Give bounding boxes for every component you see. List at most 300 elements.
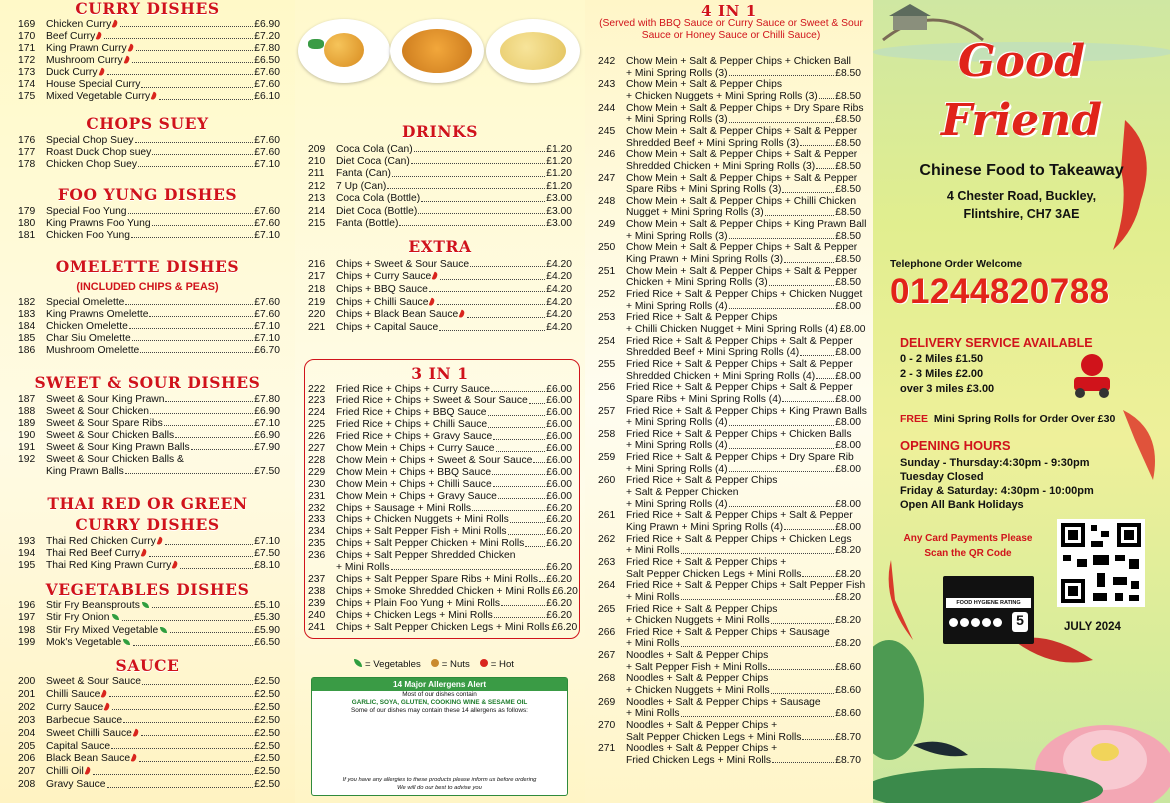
delivery-rate-2: 2 - 3 Miles £2.00	[900, 368, 984, 380]
item-number: 223	[308, 395, 326, 407]
menu-item	[18, 333, 280, 345]
item-name: Chicken Chop Suey	[46, 158, 138, 170]
item-number: 243	[598, 79, 616, 91]
menu-item	[308, 598, 572, 610]
menu-item	[308, 395, 572, 407]
item-name: Stir Fry Onion	[46, 612, 121, 624]
chili-icon	[133, 728, 140, 737]
item-line-2: Salt Pepper Chicken Legs + Mini Rolls	[626, 568, 802, 580]
hygiene-score: 5	[1012, 612, 1028, 632]
item-number: 255	[598, 358, 616, 370]
item-name: Chips + Smoke Shredded Chicken + Mini Rolls	[336, 585, 551, 597]
menu-item-4in1-cont	[598, 91, 861, 103]
dot-leader	[125, 304, 253, 305]
item-number: 261	[598, 510, 616, 522]
item-price: £2.50	[254, 701, 280, 713]
item-number: 266	[598, 626, 616, 638]
item-price: £1.20	[546, 180, 572, 192]
item-number: 258	[598, 428, 616, 440]
menu-item	[308, 610, 572, 622]
dot-leader	[729, 122, 835, 123]
dot-leader	[122, 620, 254, 621]
item-line-2: Shredded Chicken + Mini Spring Rolls (3)	[626, 160, 816, 172]
chili-icon	[127, 43, 134, 52]
item-number: 245	[598, 125, 616, 137]
item-price: £4.20	[546, 322, 572, 333]
menu-item-4in1	[598, 196, 861, 208]
dot-leader	[784, 529, 834, 530]
phone-number[interactable]: 01244820788	[890, 272, 1110, 311]
menu-item-4in1	[598, 219, 867, 231]
item-price: £6.00	[546, 466, 572, 478]
item-name: Chilli Sauce	[46, 689, 108, 701]
menu-item-4in1	[598, 580, 866, 592]
hours-line-4: Open All Bank Holidays	[900, 499, 1024, 511]
item-number: 252	[598, 289, 616, 300]
item-number: 259	[598, 452, 616, 464]
item-price: £6.00	[546, 490, 572, 502]
menu-item	[18, 430, 280, 442]
item-price: £5.10	[254, 599, 280, 611]
dot-leader	[152, 225, 254, 226]
dot-leader	[104, 38, 253, 39]
menu-item	[18, 135, 280, 147]
menu-item-4in1-cont	[598, 301, 861, 313]
dot-leader	[418, 213, 545, 214]
item-number: 230	[308, 478, 326, 490]
item-line-2: Salt Pepper Chicken Legs + Mini Rolls	[626, 731, 802, 743]
menu-item	[18, 689, 280, 701]
menu-item-4in1	[598, 126, 861, 138]
dot-leader	[681, 646, 835, 647]
item-price: £7.10	[254, 229, 280, 241]
dot-leader	[429, 291, 545, 292]
menu-item	[18, 206, 280, 218]
item-name-2: + Mini Rolls	[336, 561, 390, 573]
dot-leader	[800, 355, 834, 356]
item-number: 191	[18, 441, 36, 453]
item-name: Chips + BBQ Sauce	[336, 283, 428, 295]
item-line-2: + Mini Spring Rolls (4)	[626, 463, 728, 475]
item-number: 200	[18, 676, 36, 687]
item-price: £7.60	[254, 217, 280, 229]
item-price: £6.20	[546, 526, 572, 538]
item-name: Chips + Black Bean Sauce	[336, 309, 466, 321]
address-line-1: 4 Chester Road, Buckley,	[946, 189, 1097, 203]
menu-item	[308, 384, 572, 396]
menu-item-4in1	[598, 697, 861, 709]
item-name: Chips + Chicken Nuggets + Mini Rolls	[336, 514, 509, 526]
item-price: £8.20	[835, 615, 861, 627]
item-price: £8.00	[835, 498, 861, 510]
item-price: £3.00	[546, 205, 572, 217]
menu-item	[18, 31, 280, 43]
free-offer	[900, 413, 1115, 425]
menu-item	[308, 309, 572, 321]
chili-icon	[123, 55, 130, 64]
item-name: Black Bean Sauce	[46, 753, 138, 765]
item-price: £7.60	[254, 146, 280, 158]
menu-item	[308, 322, 572, 334]
dot-leader	[772, 762, 834, 763]
item-name: Special Omelette	[46, 296, 125, 308]
menu-item-4in1-cont	[598, 231, 861, 243]
dot-leader	[437, 304, 545, 305]
dot-leader	[729, 238, 835, 239]
item-price: £8.70	[835, 731, 861, 743]
item-line-1: Noodles + Salt & Pepper Chips +	[626, 743, 778, 755]
item-price: £1.20	[546, 155, 572, 167]
section-title-thai-2: CURRY DISHES	[75, 515, 220, 534]
dot-leader	[802, 576, 834, 577]
item-line-2: Shredded Chicken + Mini Spring Rolls (4)	[626, 370, 816, 382]
item-name: Chips + Chicken Legs + Mini Rolls	[336, 609, 493, 621]
item-number: 234	[308, 526, 326, 538]
item-number: 269	[598, 696, 616, 708]
chili-icon	[429, 297, 436, 306]
chili-icon	[96, 31, 103, 40]
menu-item	[308, 585, 578, 598]
item-number: 189	[18, 417, 36, 429]
item-number: 212	[308, 180, 326, 192]
item-price: £2.50	[254, 766, 280, 778]
chili-icon	[151, 92, 158, 101]
menu-item-4in1	[598, 673, 861, 685]
item-line-1: Chow Mein + Salt & Pepper Chips + Dry Spare Ribs	[626, 102, 864, 114]
item-price: £8.50	[835, 160, 861, 172]
menu-item	[18, 548, 280, 560]
item-price: £8.00	[835, 393, 861, 405]
brand-name-good: Good	[957, 36, 1086, 87]
dot-leader	[133, 645, 253, 646]
item-line-2: Chicken + Mini Spring Rolls (3)	[626, 277, 768, 289]
dot-leader	[768, 669, 834, 670]
allergen-footer	[312, 777, 567, 792]
dot-leader	[729, 506, 835, 507]
dot-leader	[128, 213, 254, 214]
section-title-4in1: 4 IN 1	[701, 2, 757, 20]
item-number: 183	[18, 308, 36, 320]
legend-veg-label: = Vegetables	[365, 659, 421, 670]
item-line-2: Spare Ribs + Mini Spring Rolls (4)	[626, 393, 782, 405]
item-price: £6.50	[254, 637, 280, 648]
menu-item	[18, 560, 280, 572]
dot-leader	[769, 285, 835, 286]
dot-leader	[93, 774, 253, 775]
food-photo-chicken-balls	[298, 19, 390, 83]
menu-item	[18, 766, 280, 778]
section-title-sweet-sour: SWEET & SOUR DISHES	[34, 373, 261, 392]
item-line-1: Fried Rice + Salt & Pepper Chips + Salt & Pepper	[626, 510, 853, 522]
item-number: 194	[18, 548, 36, 560]
menu-item	[18, 779, 280, 791]
item-price: £8.50	[835, 254, 861, 265]
food-photo-curry	[390, 19, 484, 83]
item-number: 180	[18, 217, 36, 229]
item-number: 250	[598, 242, 616, 254]
item-price: £7.10	[254, 158, 280, 170]
item-name: Fried Rice + Chips + Sweet & Sour Sauce	[336, 395, 528, 407]
menu-item	[18, 600, 280, 612]
section-title-3in1: 3 IN 1	[411, 364, 469, 383]
item-number: 225	[308, 419, 326, 431]
item-name: Chow Mein + Chips + Curry Sauce	[336, 443, 495, 454]
dot-leader	[136, 50, 254, 51]
item-price: £7.60	[254, 296, 280, 308]
dot-leader	[539, 581, 545, 582]
item-line-2: + Chicken Nuggets + Mini Spring Rolls (3)	[626, 90, 818, 102]
dot-leader	[491, 391, 545, 392]
item-line-2: + Mini Spring Rolls (4)	[626, 417, 728, 429]
item-number: 186	[18, 344, 36, 356]
item-number: 173	[18, 66, 36, 78]
item-name: Chow Mein + Chips + Gravy Sauce	[336, 490, 497, 502]
item-name: Roast Duck Chop suey	[46, 146, 152, 158]
dot-leader	[771, 693, 835, 694]
menu-item	[18, 55, 280, 67]
item-price: £8.60	[835, 685, 861, 696]
chili-icon	[131, 754, 138, 763]
dot-leader	[488, 415, 546, 416]
menu-item	[308, 538, 572, 550]
menu-item-4in1-cont	[598, 417, 861, 429]
item-number: 220	[308, 309, 326, 321]
item-price: £8.00	[835, 347, 861, 359]
dot-leader	[771, 623, 835, 624]
item-name: Chips + Salt Pepper Chicken Legs + Mini Rolls	[336, 621, 550, 633]
item-price: £6.00	[546, 419, 572, 431]
item-number: 185	[18, 332, 36, 344]
dot-leader	[467, 317, 545, 318]
menu-item	[18, 715, 280, 727]
item-price: £8.00	[835, 417, 861, 429]
menu-column-1	[0, 0, 295, 803]
item-name: Chips + Curry Sauce	[336, 271, 439, 283]
menu-item-4in1-cont	[598, 277, 861, 289]
food-photo-omelette	[486, 19, 580, 83]
item-line-2: + Mini Spring Rolls (4)	[626, 498, 728, 510]
item-name: Chips + Salt Pepper Fish + Mini Rolls	[336, 526, 507, 538]
menu-item	[18, 442, 280, 454]
menu-item-4in1-cont	[598, 184, 861, 196]
item-number: 174	[18, 79, 36, 90]
menu-item	[308, 407, 572, 419]
dot-leader	[391, 569, 546, 570]
free-label: FREE	[900, 413, 929, 425]
dot-leader	[125, 473, 253, 474]
dot-leader	[132, 340, 254, 341]
item-price: £6.00	[546, 407, 572, 419]
item-name: Chow Mein + Chips + Chilli Sauce	[336, 478, 492, 490]
leaf-icon	[142, 602, 149, 608]
item-name: Fried Rice + Chips + Chilli Sauce	[336, 419, 488, 431]
dot-leader	[472, 510, 545, 511]
menu-item-4in1-cont	[598, 638, 861, 650]
address-line-2: Flintshire, CH7 3AE	[963, 207, 1080, 221]
menu-item	[308, 297, 572, 309]
item-price: £8.00	[835, 440, 861, 452]
item-line-1: Fried Rice + Salt & Pepper Chips + Chicken Legs	[626, 533, 852, 545]
item-price: £6.10	[254, 91, 280, 103]
menu-item-4in1-cont	[598, 371, 861, 383]
item-price: £8.00	[835, 370, 861, 382]
item-line-1: Fried Rice + Salt & Pepper Chips + Salt & Pepper	[626, 335, 853, 347]
dot-leader	[141, 87, 253, 88]
item-number: 214	[308, 205, 326, 217]
item-number: 210	[308, 155, 326, 167]
item-price: £6.20	[546, 561, 572, 573]
dot-leader	[782, 401, 834, 402]
menu-item	[308, 443, 572, 455]
item-number: 216	[308, 258, 326, 270]
item-number: 221	[308, 322, 326, 333]
menu-item-4in1	[598, 173, 861, 185]
menu-item	[18, 230, 280, 242]
item-price: £1.20	[546, 168, 572, 180]
item-number: 256	[598, 382, 616, 394]
legend-hot-label: = Hot	[490, 659, 514, 670]
food-hygiene-rating-badge	[943, 576, 1034, 644]
menu-item-4in1	[598, 405, 867, 418]
allergen-title: 14 Major Allergens Alert	[312, 678, 567, 691]
menu-item-4in1	[598, 720, 861, 732]
item-price: £6.00	[546, 478, 572, 490]
menu-item-4in1-cont	[598, 662, 861, 674]
menu-item-4in1-cont	[598, 615, 861, 627]
delivery-rates	[900, 352, 994, 397]
item-line-1: Fried Rice + Salt & Pepper Chips + Chicken Nugget	[626, 289, 863, 300]
item-line-1: Chow Mein + Salt & Pepper Chips + Chicken Ball	[626, 56, 851, 67]
dot-leader	[729, 308, 835, 309]
item-number: 244	[598, 102, 616, 114]
item-price: £2.50	[254, 714, 280, 726]
item-line-2: + Mini Spring Rolls (4)	[626, 440, 728, 452]
section-title-vegetables: VEGETABLES DISHES	[45, 580, 250, 599]
item-name: Stir Fry Mixed Vegetable	[46, 625, 169, 637]
menu-item	[18, 394, 280, 406]
item-number: 207	[18, 766, 36, 778]
item-name: Duck Curry	[46, 67, 106, 79]
item-price: £8.00	[835, 300, 861, 312]
menu-item	[308, 259, 572, 271]
item-price: £6.90	[254, 429, 280, 441]
qr-code-icon[interactable]	[1057, 519, 1145, 607]
item-price: £4.20	[546, 258, 572, 270]
item-name: Gravy Sauce	[46, 779, 106, 791]
item-line-1: Fried Rice + Salt & Pepper Chips + Salt & Pepper	[626, 382, 853, 394]
section-title-chop-suey: CHOPS SUEY	[86, 114, 209, 133]
dot-leader	[129, 328, 253, 329]
menu-item	[18, 91, 280, 103]
menu-item-4in1	[598, 312, 861, 324]
item-line-2: + Mini Spring Rolls (3)	[626, 230, 728, 242]
item-price: £7.60	[254, 66, 280, 78]
card-line-1: Any Card Payments Please	[903, 533, 1033, 544]
allergen-alert-box	[311, 677, 568, 796]
dot-leader	[140, 352, 253, 353]
menu-item	[308, 550, 572, 562]
item-number: 208	[18, 779, 36, 791]
menu-item-4in1-cont	[598, 499, 861, 511]
dot-leader	[392, 176, 545, 177]
item-name: Chow Mein + Chips + Sweet & Sour Sauce	[336, 454, 533, 466]
item-number: 240	[308, 609, 326, 621]
chili-icon	[480, 659, 488, 667]
menu-item-4in1	[598, 149, 861, 161]
dot-leader	[525, 546, 545, 547]
item-name: Chicken Foo Yung	[46, 229, 130, 241]
item-name: Sweet & Sour Chicken Balls	[46, 429, 175, 441]
dot-leader	[191, 449, 254, 450]
item-line-2: + Chicken Nuggets + Mini Rolls	[626, 685, 770, 696]
item-name: Chips + Salt Pepper Shredded Chicken	[336, 550, 516, 562]
opening-hours	[900, 456, 1094, 512]
menu-item	[308, 491, 572, 503]
item-name: Mok's Vegetable	[46, 637, 132, 649]
dot-leader	[142, 684, 253, 685]
dot-leader	[510, 522, 545, 523]
item-price: £7.10	[254, 536, 280, 547]
dot-leader	[784, 262, 834, 263]
item-number: 227	[308, 443, 326, 454]
opening-hours-title: OPENING HOURS	[900, 438, 1011, 453]
card-payment-note	[893, 531, 1043, 561]
item-price: £6.20	[546, 597, 572, 609]
item-price: £7.60	[254, 308, 280, 320]
item-name: King Prawns Omelette	[46, 308, 149, 320]
item-number: 177	[18, 146, 36, 158]
item-name: Chips + Sausage + Mini Rolls	[336, 502, 472, 514]
item-number: 231	[308, 490, 326, 502]
item-number: 184	[18, 320, 36, 332]
item-line-2: + Mini Spring Rolls (3)	[626, 67, 728, 79]
item-price: £7.10	[254, 320, 280, 332]
item-number: 241	[308, 621, 326, 633]
item-number: 192	[18, 454, 36, 465]
item-price: £8.10	[254, 560, 280, 572]
chili-icon	[104, 702, 111, 711]
item-number: 190	[18, 429, 36, 441]
item-number: 219	[308, 296, 326, 308]
menu-item	[18, 406, 280, 418]
item-number: 211	[308, 168, 325, 180]
item-number: 182	[18, 296, 36, 308]
item-price: £6.90	[254, 18, 280, 30]
item-price: £8.50	[835, 277, 861, 289]
item-line-1: Fried Rice + Salt & Pepper Chips + Salt & Pepper	[626, 358, 853, 370]
item-price: £2.50	[254, 779, 280, 791]
item-number: 178	[18, 158, 36, 170]
menu-item-4in1-cont	[598, 138, 861, 150]
item-name: Sweet Chilli Sauce	[46, 728, 140, 740]
leaf-icon	[354, 659, 362, 667]
item-number: 249	[598, 219, 616, 231]
item-price: £8.20	[835, 568, 861, 580]
menu-item	[308, 431, 572, 443]
item-price: £8.00	[835, 463, 861, 475]
menu-item	[18, 79, 280, 91]
dot-leader	[488, 427, 545, 428]
menu-item	[18, 741, 280, 753]
menu-item	[308, 156, 572, 168]
allergen-foot-1: If you have any allergies to these products please inform us before ordering	[342, 777, 537, 783]
item-number: 237	[308, 573, 326, 585]
item-name: Capital Sauce	[46, 740, 111, 752]
item-name: Mixed Vegetable Curry	[46, 91, 158, 103]
dot-leader	[180, 568, 253, 569]
dot-leader	[132, 62, 254, 63]
leaf-icon	[112, 614, 119, 620]
